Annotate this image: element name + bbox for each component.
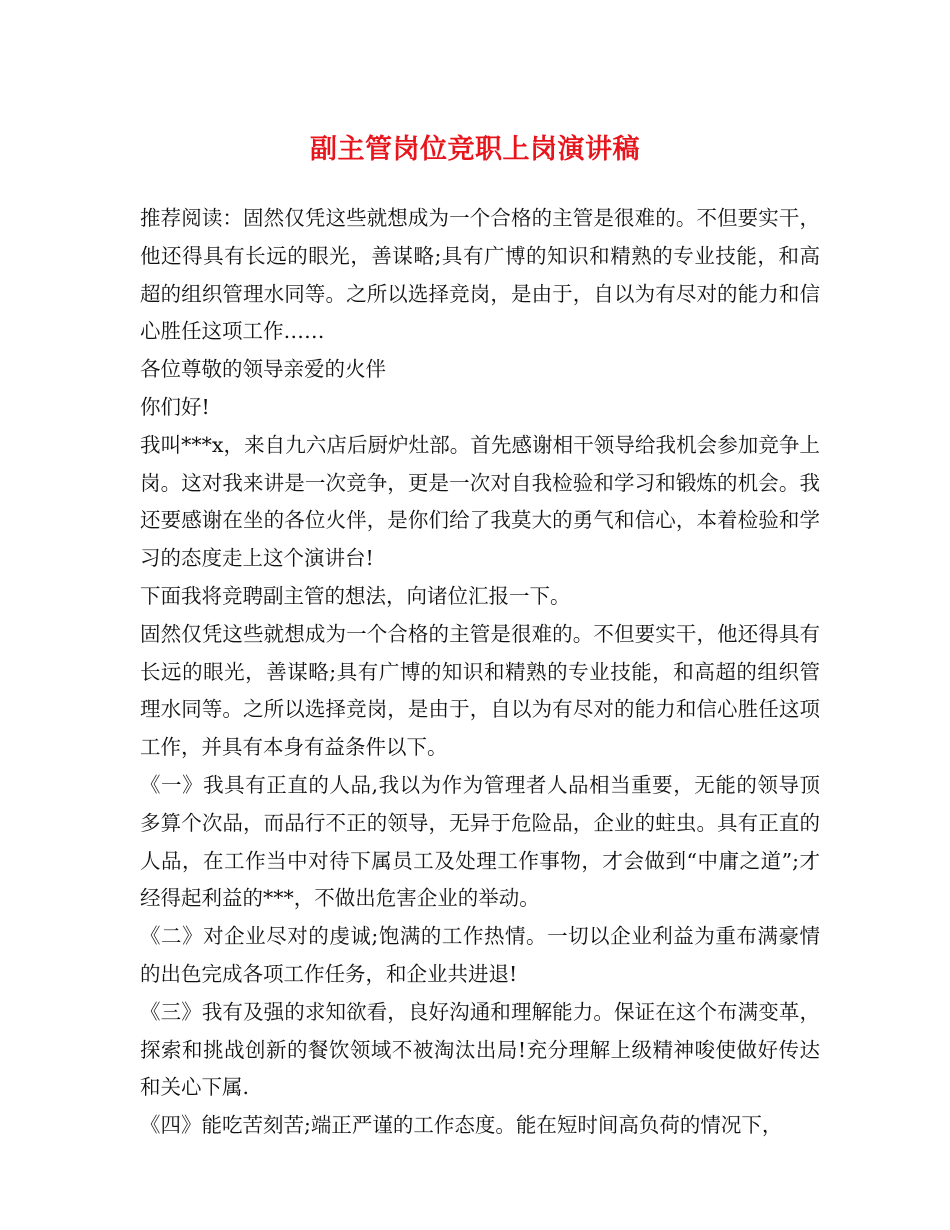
paragraph-qualifications: 固然仅凭这些就想成为一个合格的主管是很难的。不但要实干，他还得具有长远的眼光，善谋略;具有广博的知识和精熟的专业技能，和高超的组织管理水同等。之所以选择竞岗，是由于，自以为有尽对的能力和信心胜任这项工作，并具有本身有益条件以下。 bbox=[140, 621, 820, 760]
paragraph-introduction: 我叫***x，来自九六店后厨炉灶部。首先感谢相干领导给我机会参加竞争上岗。这对我来讲是一次竞争，更是一次对自我检验和学习和锻炼的机会。我还要感谢在坐的各位火伴，是你们给了我莫大的勇气和信心，本着检验和学习的态度走上这个演讲台! bbox=[140, 432, 820, 571]
paragraph-point-one: 《一》我具有正直的人品,我以为作为管理者人品相当重要，无能的领导顶多算个次品，而品行不正的领导，无异于危险品，企业的蛀虫。具有正直的人品，在工作当中对待下属员工及处理工作事物，才会做到“中庸之道”;才经得起利益的***，不做出危害企业的举动。 bbox=[140, 772, 820, 911]
paragraph-point-two: 《二》对企业尽对的虔诚;饱满的工作热情。一切以企业利益为重布满豪情的出色完成各项工作任务，和企业共进退! bbox=[140, 924, 820, 986]
document-body bbox=[140, 200, 820, 1145]
paragraph-point-three: 《三》我有及强的求知欲看，良好沟通和理解能力。保证在这个布满变革，探索和挑战创新的餐饮领域不被淘汰出局!充分理解上级精神唆使做好传达和关心下属. bbox=[140, 999, 820, 1100]
paragraph-recommended-reading: 推荐阅读：固然仅凭这些就想成为一个合格的主管是很难的。不但要实干，他还得具有长远的眼光，善谋略;具有广博的知识和精熟的专业技能，和高超的组织管理水同等。之所以选择竞岗，是由于，自以为有尽对的能力和信心胜任这项工作…… bbox=[140, 206, 820, 344]
document-title: 副主管岗位竞职上岗演讲稿 bbox=[310, 134, 640, 165]
paragraph-point-four: 《四》能吃苦刻苦;端正严谨的工作态度。能在短时间高负荷的情况下， bbox=[140, 1113, 783, 1138]
paragraph-greeting: 你们好! bbox=[140, 394, 210, 419]
paragraph-salutation: 各位尊敬的领导亲爱的火伴 bbox=[140, 357, 386, 382]
paragraph-report-intro: 下面我将竞聘副主管的想法，向诸位汇报一下。 bbox=[140, 583, 571, 608]
